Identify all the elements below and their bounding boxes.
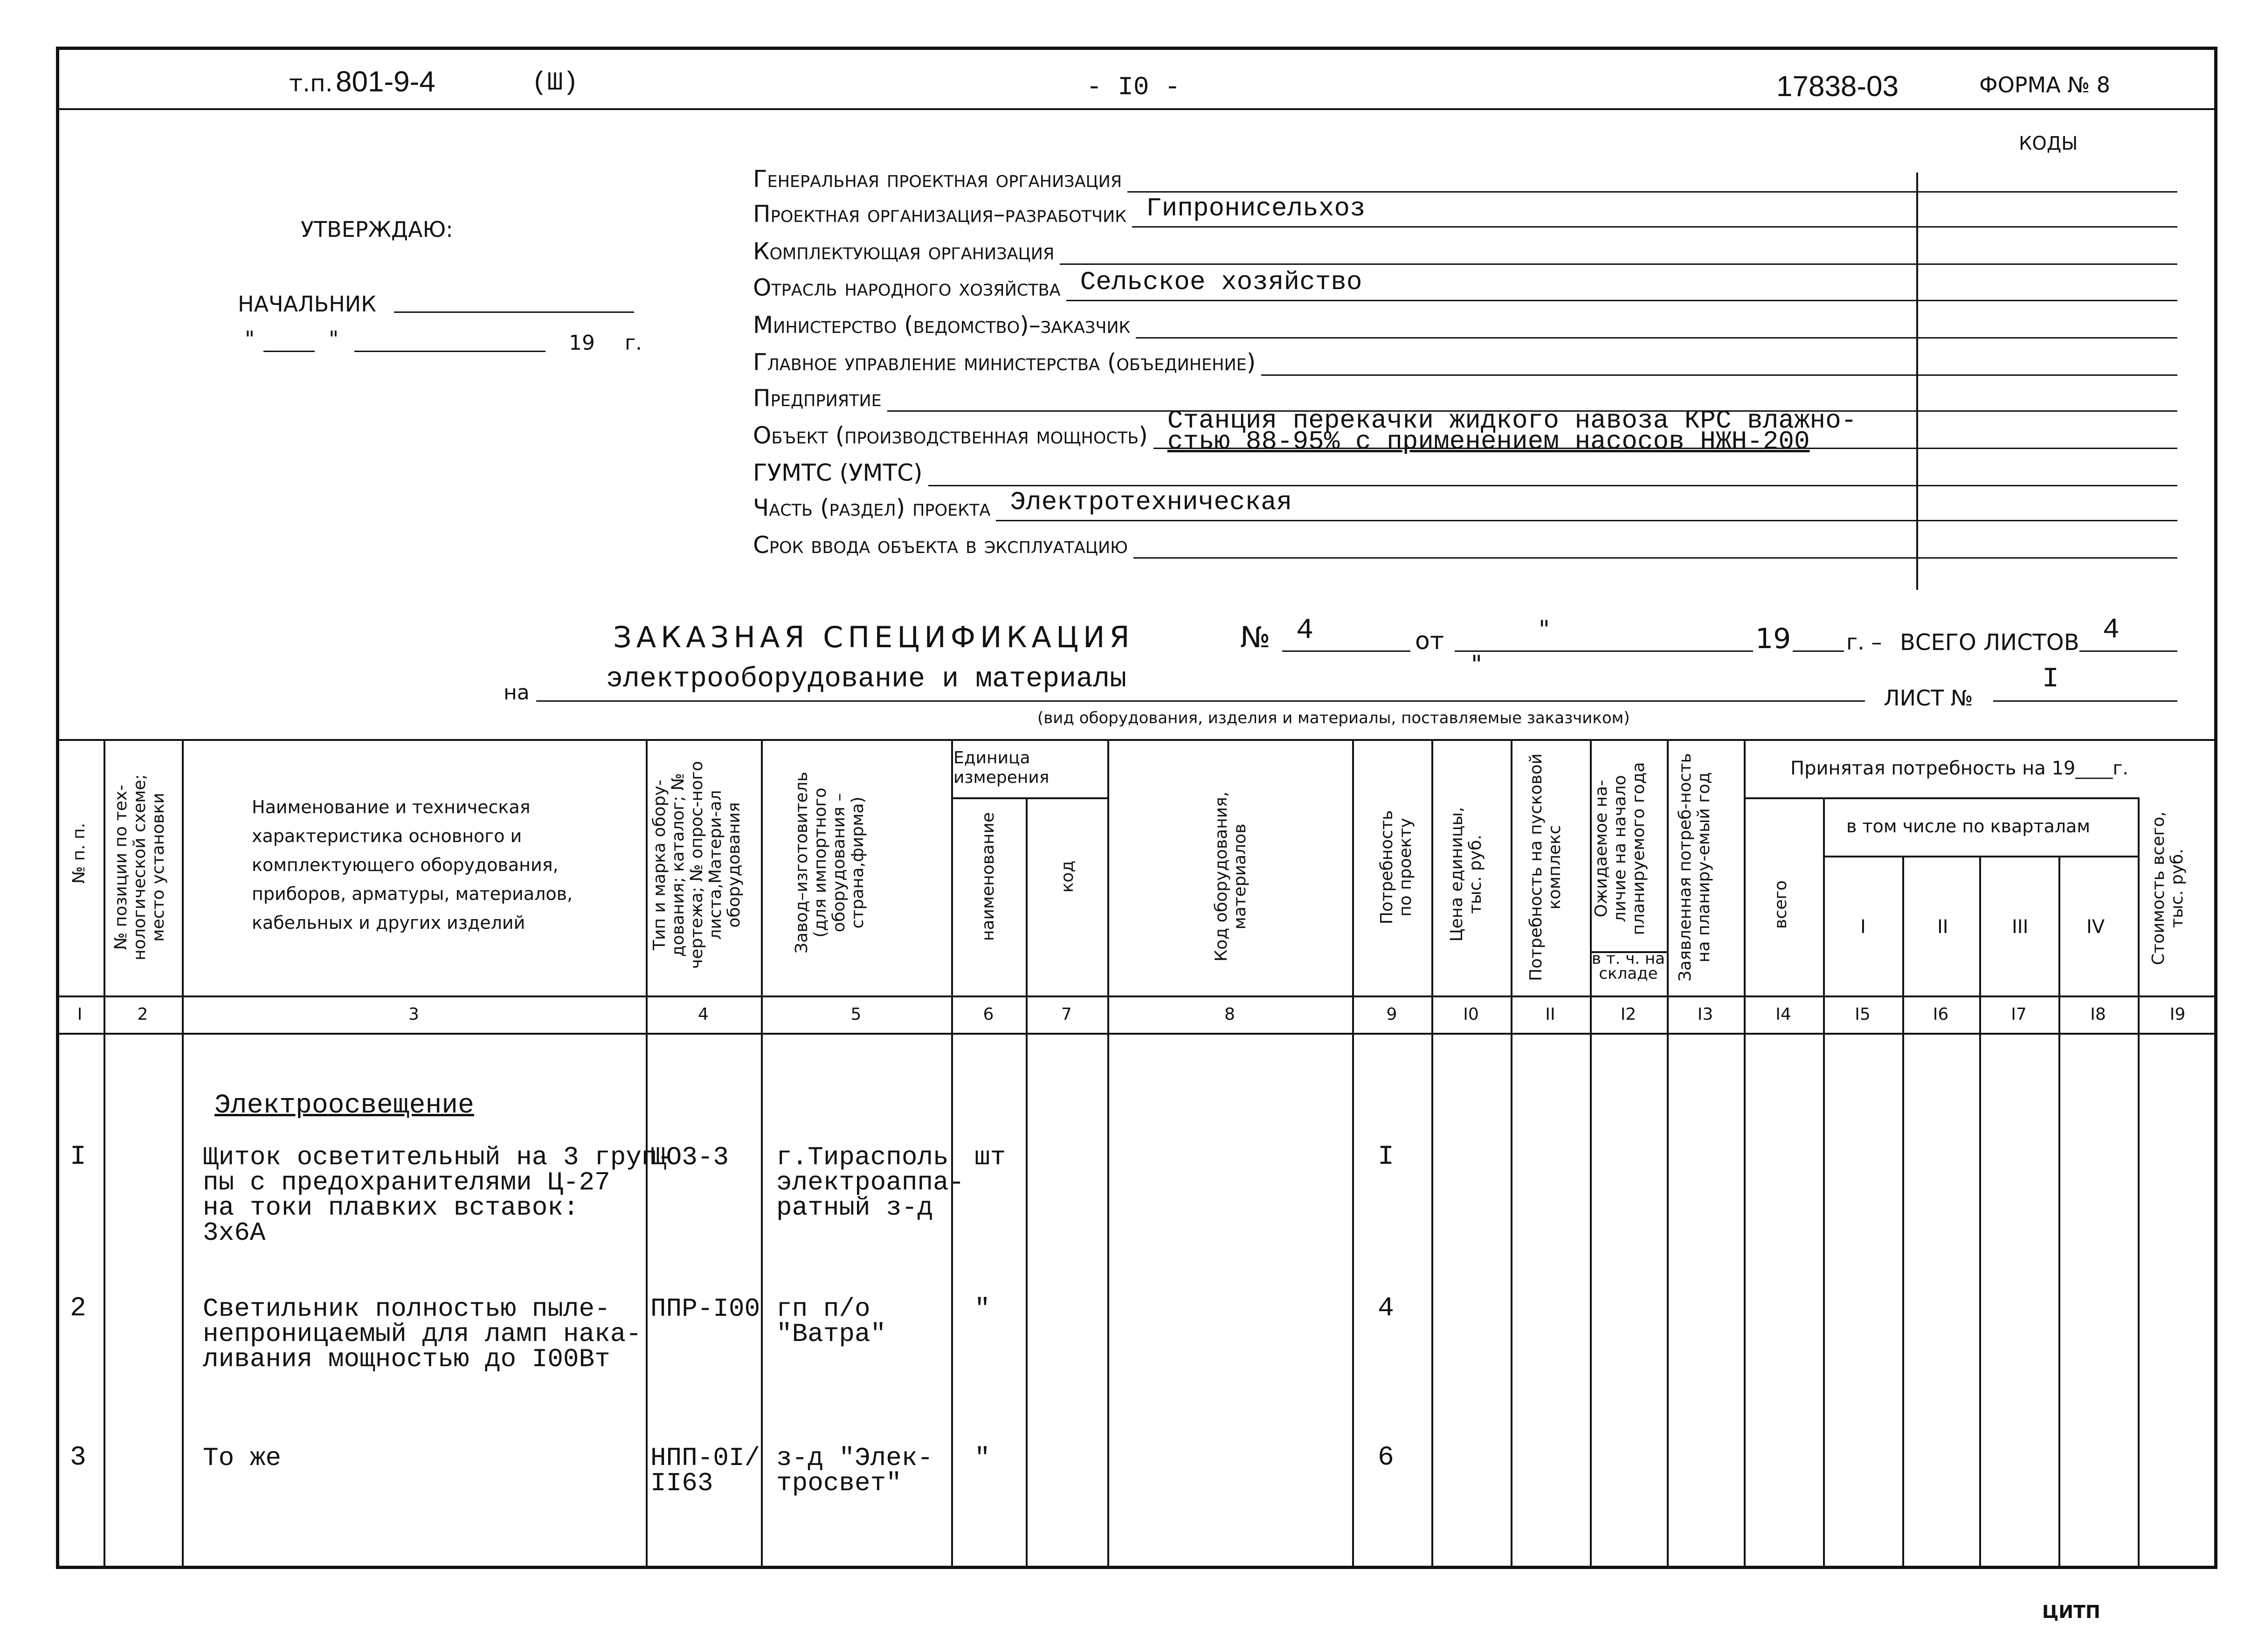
table-col-line — [1431, 739, 1433, 1566]
quarters-subheader-line — [1823, 856, 2138, 857]
field-underline — [1127, 191, 2177, 193]
row-maker: з-д "Элек- тросвет" — [776, 1443, 933, 1498]
col8-header: Код оборудования, материалов — [1212, 791, 1250, 962]
table-col-line — [1902, 856, 1904, 1566]
header-divider — [56, 108, 2217, 110]
field-value: Сельское хозяйство — [1080, 267, 1362, 297]
spec-year: 19 — [1755, 622, 1791, 655]
column-number: I — [77, 1005, 83, 1024]
col10-header: Цена единицы, тыс. руб. — [1447, 807, 1485, 942]
field-value: Станция перекачки жидкого навоза КРС влажно- — [1167, 406, 1857, 435]
field-underline — [1066, 300, 2177, 301]
row-type: ППР-I00 — [650, 1294, 760, 1324]
section-title: Электроосвещение — [214, 1091, 474, 1121]
table-col-line — [1744, 739, 1746, 1566]
accepted-subheader-line — [1744, 797, 2138, 799]
field-underline — [1261, 374, 2177, 376]
column-number: I5 — [1855, 1005, 1871, 1024]
spec-number-value: 4 — [1296, 614, 1314, 647]
table-col-line — [1979, 856, 1981, 1566]
spec-date-line — [1455, 650, 1753, 652]
col12b-header: в т. ч. на складе — [1591, 949, 1665, 983]
row-name: Щиток осветительный на 3 груп- пы с предохранителями Ц-27 на токи плавких вставок: 3х6А — [203, 1142, 673, 1248]
column-number: I9 — [2169, 1005, 2186, 1024]
column-number: 5 — [850, 1005, 862, 1024]
table-top-line — [56, 739, 2217, 741]
codes-label: КОДЫ — [2019, 133, 2078, 154]
on-line — [536, 700, 1865, 702]
table-col-line — [2138, 797, 2140, 1566]
col1-header: № п. п. — [69, 823, 89, 884]
field-label: Объект (производственная мощность) — [753, 422, 1148, 449]
field-underline — [996, 520, 2177, 521]
total-sheets-value: 4 — [2103, 615, 2120, 646]
spec-caption: (вид оборудования, изделия и материалы, поставляемые заказчиком) — [1037, 709, 1630, 727]
col5-header: Завод–изготовитель (для импортного оборудования –страна,фирма) — [792, 772, 867, 954]
spec-year-suffix: г. – — [1846, 629, 1882, 655]
quote-close: " — [329, 326, 339, 352]
col2-header: № позиции по тех-нологической схеме; место установки — [111, 774, 168, 961]
row-number: 2 — [70, 1293, 86, 1324]
chief-label: НАЧАЛЬНИК — [238, 291, 376, 317]
chief-signature-line — [394, 311, 634, 313]
codes-column-divider — [1916, 173, 1918, 590]
column-number: 2 — [137, 1005, 148, 1024]
quarters-header: в том числе по кварталам — [1846, 816, 2090, 836]
spec-number-line — [1282, 650, 1410, 652]
table-col-line — [2058, 856, 2060, 1566]
col11-header: Потребность на пусковой комплекс — [1526, 753, 1564, 982]
column-number: I3 — [1697, 1005, 1713, 1024]
q3-header: III — [2012, 916, 2029, 938]
column-number: 7 — [1061, 1005, 1072, 1024]
unit-header: Единица измерения — [953, 748, 1050, 787]
col9-header: Потребность по проекту — [1377, 810, 1415, 925]
doc-number: 17838-03 — [1776, 70, 1899, 103]
column-number: I2 — [1620, 1005, 1637, 1024]
col14-header: всего — [1771, 880, 1790, 929]
row-type: НПП-0I/ II63 — [650, 1443, 760, 1498]
spec-year-line — [1793, 650, 1844, 652]
numbers-bottom-line — [56, 1033, 2217, 1035]
table-col-line — [182, 739, 184, 1566]
col4-header: Тип и марка обору-дования; каталог; № чертежа; № опрос-ного листа,Матери-ал оборудования — [650, 760, 744, 969]
field-label: Министерство (ведомство)–заказчик — [753, 311, 1131, 339]
col12-header: Ожидаемое на-личие на начало планируемого года — [1592, 762, 1648, 935]
field-label: Главное управление министерства (объединение) — [753, 349, 1256, 376]
col7-header: код — [1058, 860, 1077, 893]
on-value: электрооборудование и материалы — [606, 664, 1127, 695]
row-type: ЩО3-3 — [650, 1142, 729, 1172]
unit-subheader-line — [951, 797, 1107, 799]
field-label: Комплектующая организация — [753, 238, 1055, 265]
row-name: То же — [203, 1443, 282, 1473]
table-col-line — [1352, 739, 1354, 1566]
table-col-line — [1511, 739, 1512, 1566]
field-label: ГУМТС (УМТС) — [753, 459, 923, 486]
header-bottom-line — [56, 995, 2217, 997]
column-number: 4 — [698, 1005, 709, 1024]
col6-header: наименование — [979, 812, 998, 941]
row-qty: 4 — [1378, 1293, 1394, 1324]
field-underline — [928, 485, 2177, 486]
table-col-line — [1823, 797, 1825, 1566]
accepted-header: Принятая потребность на 19____г. — [1790, 758, 2129, 779]
row-unit: шт — [974, 1142, 1006, 1172]
row-qty: I — [1378, 1142, 1394, 1172]
row-maker: г.Тирасполь электроаппа- ратный з-д — [776, 1142, 965, 1223]
column-number: I6 — [1933, 1005, 1949, 1024]
row-qty: 6 — [1378, 1443, 1394, 1473]
day-line — [263, 351, 315, 352]
field-underline — [1133, 557, 2177, 559]
table-col-line — [1107, 739, 1109, 1566]
column-number: I8 — [2090, 1005, 2106, 1024]
row-unit: " — [974, 1294, 990, 1324]
row-number: I — [70, 1142, 86, 1172]
column-number: 8 — [1224, 1005, 1235, 1024]
spec-from-label: от — [1415, 627, 1444, 655]
page-number: - I0 - — [1086, 72, 1181, 102]
roman-label: (Ш) — [532, 68, 579, 97]
quote-open: " — [245, 326, 255, 352]
field-value: Электротехническая — [1010, 487, 1292, 517]
sheet-value: I — [2042, 664, 2059, 695]
form-number: ФОРМА № 8 — [1979, 72, 2111, 97]
spec-number-label: № — [1240, 620, 1271, 654]
sheet-label: ЛИСТ № — [1884, 685, 1973, 711]
approve-label: УТВЕРЖДАЮ: — [301, 217, 453, 242]
column-number: II — [1545, 1005, 1555, 1024]
total-sheets-label: ВСЕГО ЛИСТОВ — [1900, 629, 2079, 656]
row-number: 3 — [70, 1443, 86, 1473]
tp-label: т.п. — [289, 70, 333, 97]
q4-header: IV — [2086, 916, 2105, 938]
field-value-line2: стью 88-95% с применением насосов НЖН-200 — [1167, 427, 1810, 456]
col13-header: Заявленная потреб-ность на планиру-емый год — [1676, 753, 1713, 982]
field-label: Генеральная проектная организация — [753, 166, 1122, 193]
table-col-line — [1026, 797, 1028, 1566]
spec-quote2: " — [1471, 650, 1482, 678]
field-label: Предприятие — [753, 385, 882, 412]
sheet-line — [1993, 700, 2177, 702]
column-number: 3 — [408, 1005, 419, 1024]
row-name: Светильник полностью пыле- непроницаемый для ламп нака- ливания мощностью до I00Вт — [203, 1294, 642, 1374]
tp-number: 801-9-4 — [336, 66, 435, 98]
table-col-line — [761, 739, 763, 1566]
field-label: Проектная организация–разработчик — [753, 200, 1127, 228]
footer-mark: ЦИТП — [2042, 1602, 2100, 1622]
field-underline — [1136, 337, 2177, 339]
q2-header: II — [1937, 916, 1948, 938]
column-number: 6 — [983, 1005, 994, 1024]
field-value: Гипронисельхоз — [1146, 194, 1366, 223]
row-unit: " — [974, 1443, 990, 1473]
table-col-line — [1667, 739, 1669, 1566]
column-number: I4 — [1775, 1005, 1791, 1024]
approval-year-suffix: г. — [625, 331, 642, 355]
column-number: I7 — [2011, 1005, 2027, 1024]
column-number: 9 — [1386, 1005, 1397, 1024]
table-col-line — [104, 739, 105, 1566]
spec-quote1: " — [1539, 615, 1550, 643]
field-underline — [1132, 226, 2177, 228]
row-maker: гп п/о "Ватра" — [776, 1294, 886, 1349]
on-label: на — [504, 681, 530, 705]
col3-header: Наименование и техническая характеристика основного и комплектующего оборудования, приборов, арматуры, материалов, кабельных и других изделий — [252, 797, 573, 933]
q1-header: I — [1860, 916, 1866, 938]
approval-year: 19 — [569, 331, 595, 355]
spec-title: ЗАКАЗНАЯ СПЕЦИФИКАЦИЯ — [613, 620, 1134, 654]
total-sheets-line — [2079, 650, 2177, 652]
field-label: Срок ввода объекта в эксплуатацию — [753, 532, 1128, 559]
field-underline — [1060, 263, 2177, 265]
column-number: I0 — [1463, 1005, 1479, 1024]
month-line — [354, 351, 546, 352]
field-label: Часть (раздел) проекта — [753, 494, 991, 521]
field-label: Отрасль народного хозяйства — [753, 274, 1061, 301]
col19-header: Стоимость всего, тыс. руб. — [2149, 811, 2187, 965]
